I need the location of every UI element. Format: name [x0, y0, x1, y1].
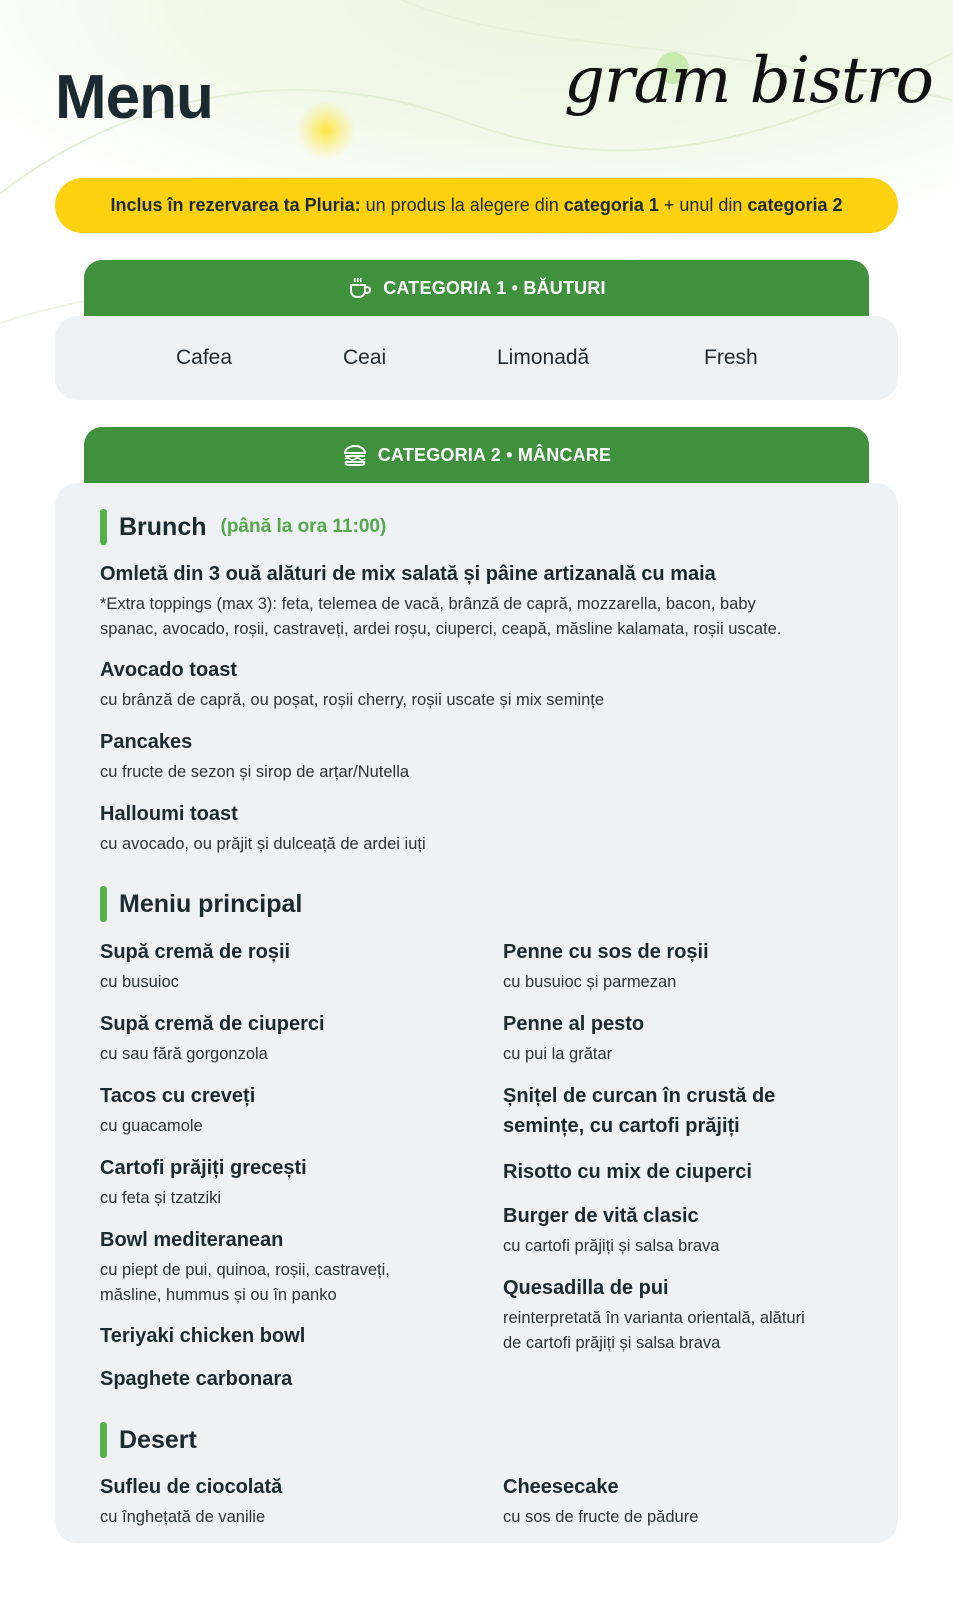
menu-item-name: Spaghete carbonara: [100, 1368, 293, 1390]
banner-category-1: categoria 1: [563, 195, 659, 215]
menu-item-name: semințe, cu cartofi prăjiți: [503, 1115, 740, 1137]
banner-lead: Inclus în rezervarea ta Pluria:: [110, 195, 361, 215]
category-2-header: [84, 427, 869, 483]
menu-item-name: Risotto cu mix de ciuperci: [503, 1161, 752, 1183]
menu-item-name: Șnițel de curcan în crustă de: [503, 1085, 776, 1107]
section-brunch: [100, 509, 386, 545]
banner-text-1: un produs la alegere din: [360, 195, 564, 215]
section-accent-bar: [100, 1422, 107, 1458]
menu-item-name: Penne cu sos de roșii: [503, 941, 709, 963]
section-dessert: [100, 1422, 197, 1458]
menu-item-desc: *Extra toppings (max 3): feta, telemea de vacă, brânză de capră, mozzarella, bacon, baby: [100, 595, 756, 613]
menu-item-name: Quesadilla de pui: [503, 1277, 669, 1299]
brand-logo: gram bistro: [564, 44, 933, 118]
menu-item-desc: cu piept de pui, quinoa, roșii, castraveți,: [100, 1261, 390, 1279]
menu-item-desc: cu pui la grătar: [503, 1045, 613, 1063]
menu-item-name: Tacos cu creveți: [100, 1085, 256, 1107]
menu-item-desc: cu brânză de capră, ou poșat, roșii cherry, roșii uscate și mix semințe: [100, 691, 605, 709]
menu-item-desc: cu înghețată de vanilie: [100, 1508, 266, 1526]
menu-item-desc: spanac, avocado, roșii, castraveți, ardei roșu, ciuperci, ceapă, măsline kalamata, roșii uscate.: [100, 620, 782, 638]
coffee-cup-icon: [347, 275, 373, 301]
menu-item-name: Omletă din 3 ouă alături de mix salată și pâine artizanală cu maia: [100, 563, 716, 585]
page-title: Menu: [55, 63, 213, 132]
booking-info-banner: [55, 178, 898, 233]
menu-item-name: Penne al pesto: [503, 1013, 645, 1035]
drink-item: Ceai: [343, 346, 387, 369]
burger-icon: [342, 442, 368, 468]
menu-item-name: Cheesecake: [503, 1476, 619, 1498]
category-1-header: [84, 260, 869, 316]
menu-item-desc: cu busuioc: [100, 973, 179, 991]
menu-item-desc: cu busuioc și parmezan: [503, 973, 677, 991]
menu-item-name: Sufleu de ciocolată: [100, 1476, 283, 1498]
menu-item-name: Supă cremă de ciuperci: [100, 1013, 325, 1035]
menu-item-desc: de cartofi prăjiți și salsa brava: [503, 1334, 721, 1352]
drink-item: Limonadă: [497, 346, 590, 369]
menu-item-name: Pancakes: [100, 731, 193, 753]
menu-item-name: Teriyaki chicken bowl: [100, 1325, 306, 1347]
menu-item-name: Burger de vită clasic: [503, 1205, 699, 1227]
menu-item-desc: cu guacamole: [100, 1117, 203, 1135]
menu-item-name: Halloumi toast: [100, 803, 238, 825]
menu-item-desc: cu sau fără gorgonzola: [100, 1045, 268, 1063]
menu-item-name: Bowl mediteranean: [100, 1229, 284, 1251]
menu-item-desc: cu avocado, ou prăjit și dulceață de ardei iuți: [100, 835, 426, 853]
menu-item-desc: cu cartofi prăjiți și salsa brava: [503, 1237, 720, 1255]
menu-item-desc: măsline, hummus și ou în panko: [100, 1286, 337, 1304]
menu-item-desc: cu feta și tzatziki: [100, 1189, 222, 1207]
menu-item-desc: cu sos de fructe de pădure: [503, 1508, 699, 1526]
section-main: [100, 886, 302, 922]
drinks-list: [55, 316, 898, 400]
drink-item: Cafea: [176, 346, 233, 369]
banner-text-2: + unul din: [658, 195, 748, 215]
sun-glow-icon: [296, 100, 356, 160]
section-note: (până la ora 11:00): [220, 516, 387, 537]
drink-item: Fresh: [704, 346, 758, 369]
menu-item-name: Avocado toast: [100, 659, 238, 681]
category-2-title: CATEGORIA 2 • MÂNCARE: [377, 444, 612, 465]
menu-item-name: Cartofi prăjiți grecești: [100, 1157, 307, 1179]
menu-item-desc: cu fructe de sezon și sirop de arțar/Nutella: [100, 763, 410, 781]
section-title: Brunch: [119, 512, 207, 541]
section-accent-bar: [100, 509, 107, 545]
menu-item-name: Supă cremă de roșii: [100, 941, 291, 963]
category-1-title: CATEGORIA 1 • BĂUTURI: [383, 277, 606, 298]
menu-item-desc: reinterpretată în varianta orientală, alături: [503, 1309, 805, 1327]
section-title: Meniu principal: [119, 889, 303, 918]
section-accent-bar: [100, 886, 107, 922]
section-title: Desert: [119, 1425, 197, 1454]
banner-category-2: categoria 2: [747, 195, 843, 215]
